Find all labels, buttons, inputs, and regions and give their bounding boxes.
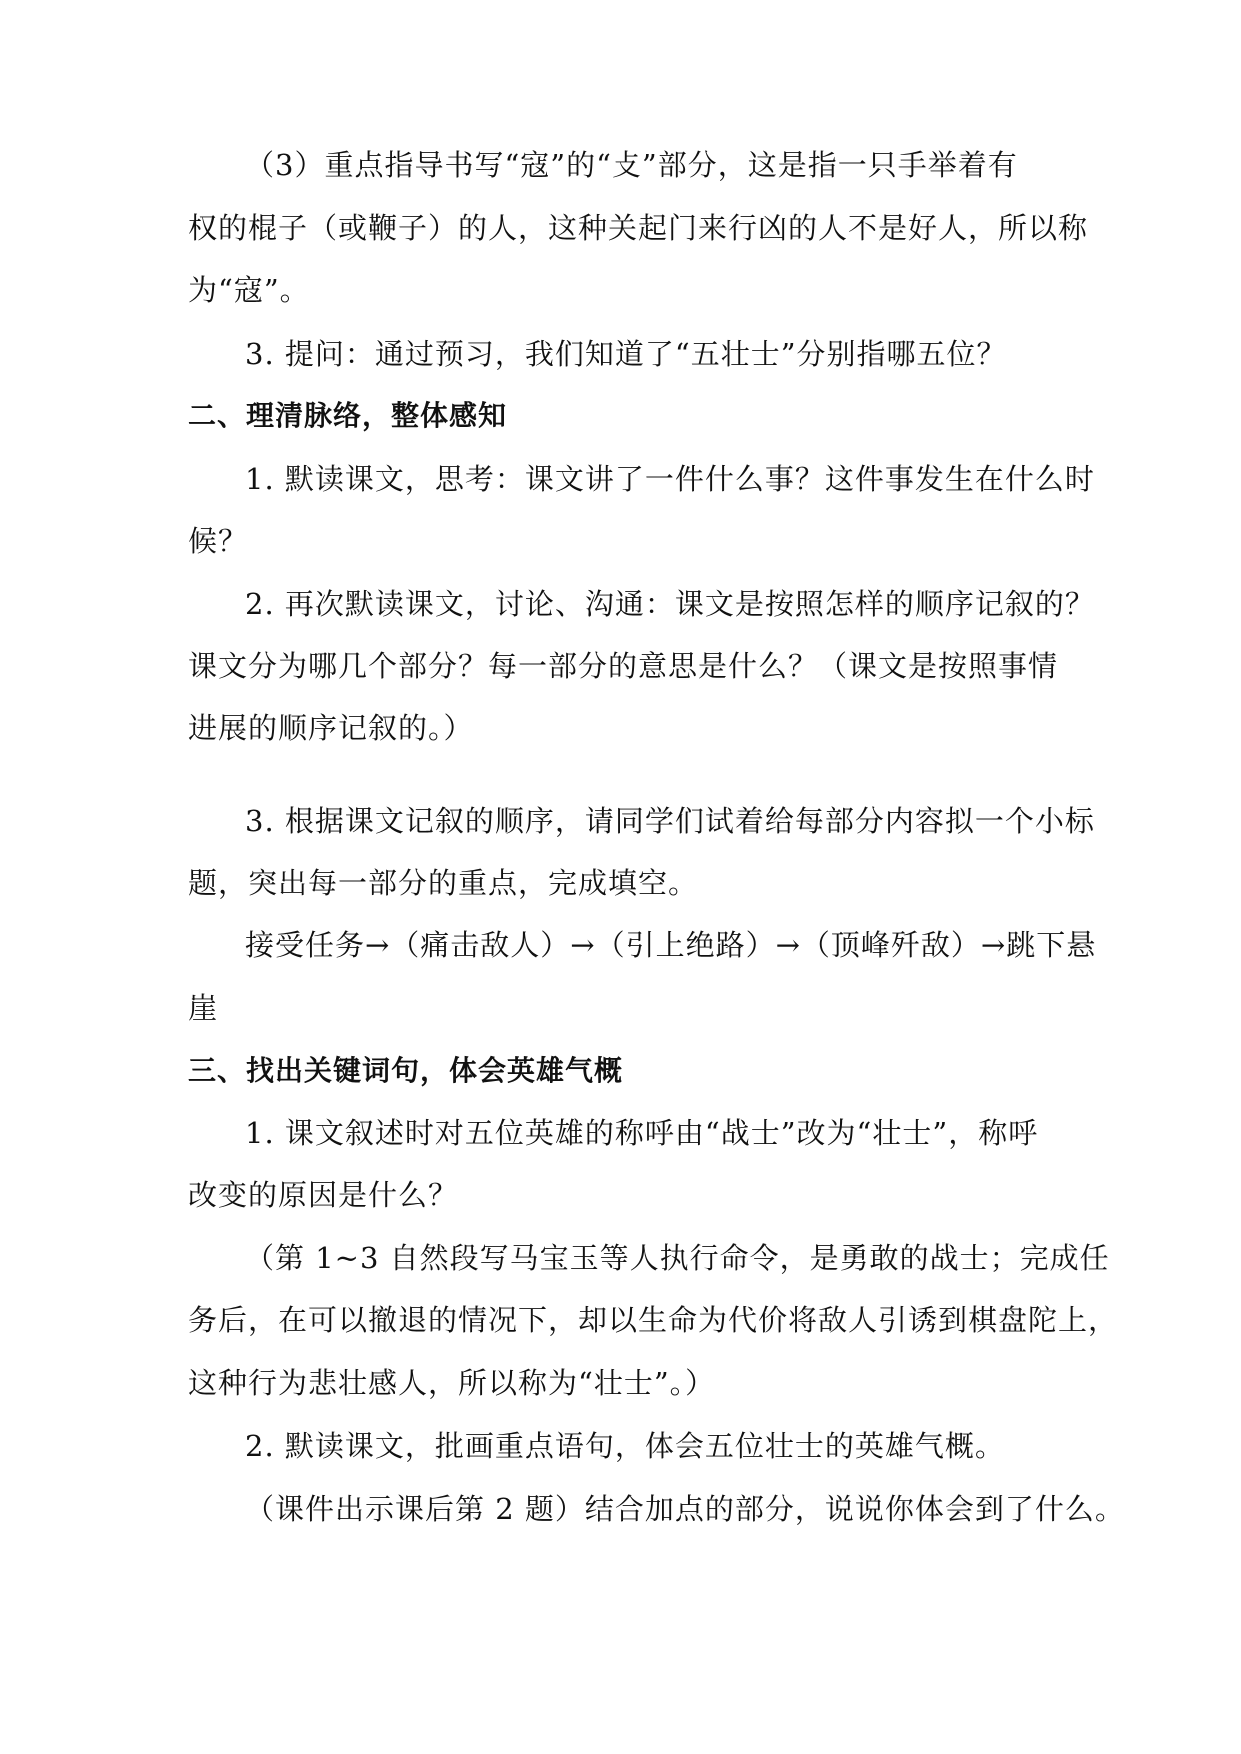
paragraph-line: 3. 提问：通过预习，我们知道了“五壮士”分别指哪五位？ — [245, 337, 1007, 371]
paragraph-line: 1. 默读课文，思考：课文讲了一件什么事？这件事发生在什么时 — [245, 462, 1095, 496]
paragraph-line: （第 1~3 自然段写马宝玉等人执行命令，是勇敢的战士；完成任 — [245, 1241, 1110, 1275]
paragraph-line: 为“寇”。 — [188, 273, 310, 307]
paragraph-line: 这种行为悲壮感人，所以称为“壮士”。） — [188, 1366, 716, 1400]
paragraph-line: 2. 默读课文，批画重点语句，体会五位壮士的英雄气概。 — [245, 1429, 1005, 1463]
section-heading-3: 三、找出关键词句，体会英雄气概 — [188, 1054, 624, 1087]
section-heading-2: 二、理清脉络，整体感知 — [188, 399, 508, 432]
paragraph-line: （课件出示课后第 2 题）结合加点的部分，说说你体会到了什么。 — [245, 1492, 1125, 1526]
paragraph-line: 课文分为哪几个部分？每一部分的意思是什么？（课文是按照事情 — [188, 649, 1059, 683]
paragraph-line: 进展的顺序记叙的。） — [188, 711, 474, 745]
paragraph-line: 3. 根据课文记叙的顺序，请同学们试着给每部分内容拟一个小标 — [245, 804, 1095, 838]
paragraph-line: 2. 再次默读课文，讨论、沟通：课文是按照怎样的顺序记叙的？ — [245, 587, 1095, 621]
paragraph-line: （3）重点指导书写“寇”的“攴”部分，这是指一只手举着有 — [245, 148, 1018, 182]
paragraph-line: 崖 — [188, 991, 219, 1025]
paragraph-line: 题，突出每一部分的重点，完成填空。 — [188, 866, 699, 900]
paragraph-line: 权的棍子（或鞭子）的人，这种关起门来行凶的人不是好人，所以称 — [188, 211, 1089, 245]
paragraph-line: 改变的原因是什么？ — [188, 1178, 459, 1212]
paragraph-line: 候？ — [188, 524, 249, 558]
paragraph-line: 1. 课文叙述时对五位英雄的称呼由“战士”改为“壮士”，称呼 — [245, 1116, 1039, 1150]
paragraph-line: 务后，在可以撤退的情况下，却以生命为代价将敌人引诱到棋盘陀上， — [188, 1303, 1119, 1337]
paragraph-line: 接受任务→（痛击敌人）→（引上绝路）→（顶峰歼敌）→跳下悬 — [245, 928, 1097, 962]
